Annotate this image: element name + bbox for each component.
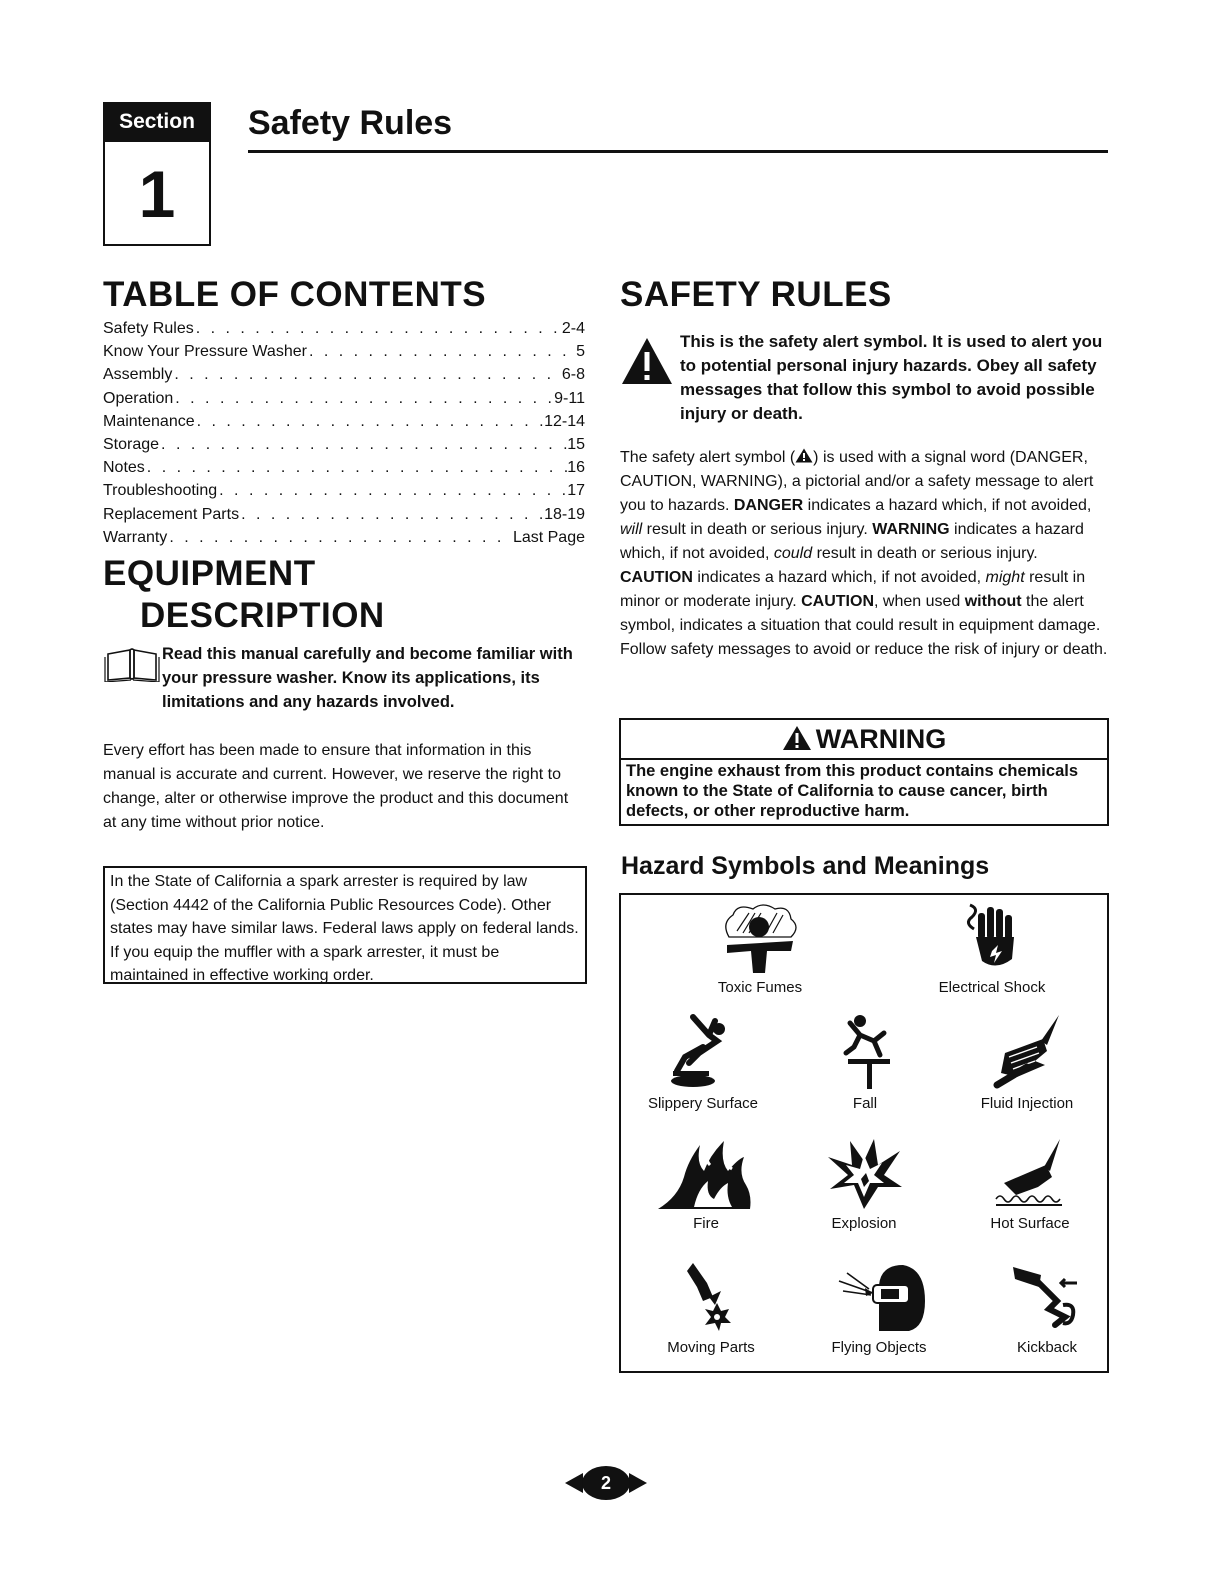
toc-leader [217,479,567,502]
warning-box-text: The engine exhaust from this product contains chemicals known to the State of California to cause cancer, birth defects, or other reproductive harm. [626,762,1079,820]
toc-item-title: Know Your Pressure Washer [103,343,307,361]
toc-item-title: Assembly [103,366,173,384]
toc-item-page: 6-8 [561,366,585,384]
hazard-label: Slippery Surface [647,1095,759,1112]
hazard-item [685,901,835,996]
toc-item-title: Troubleshooting [103,482,218,500]
text-segment: ) is used with a signal word (DANGER, CAUTION, WARNING), a pictorial and/or a safety message to alert you to hazards. [620,449,1094,514]
header-divider [248,150,1108,153]
toc-leader [167,526,513,549]
toc-row [103,363,585,386]
fall-icon [830,1013,900,1091]
text-segment: result in death or serious injury. [642,521,873,538]
hazard-label: Electrical Shock [938,979,1046,996]
warning-box-title: WARNING [815,724,947,754]
danger-word: DANGER [733,497,804,514]
text-segment: result in death or serious injury. [812,545,1038,562]
warning-alert-icon [782,725,812,751]
electrical-shock-icon [952,901,1032,975]
text-segment: indicates a hazard which, if not avoided, [803,497,1092,514]
hazard-label: Fall [852,1095,878,1112]
hazard-item [631,1137,781,1232]
toc-row [103,479,585,502]
kickback-icon [1007,1261,1087,1335]
toc-leader [172,363,562,386]
section-number: 1 [138,157,176,231]
equipment-heading-line1: EQUIPMENT [103,554,316,593]
safety-rules-heading: SAFETY RULES [620,275,892,314]
hazard-item [804,1261,954,1356]
toc-item-title: Replacement Parts [103,505,240,523]
inline-alert-icon [795,448,813,463]
text-segment: The safety alert symbol ( [620,449,796,466]
fluid-injection-icon [987,1013,1067,1091]
text-segment: indicates a hazard which, if not avoided, [692,569,986,586]
hazard-label: Fluid Injection [980,1095,1074,1112]
text-segment: result in minor or moderate injury. [620,569,1086,610]
safety-alert-explanation: This is the safety alert symbol. It is used to alert you to potential personal injury hazards. Obey all safety messages that follow this symbol to avoid possible injury or death. [680,332,1103,423]
toc-item-title: Maintenance [103,412,195,430]
toc-item-page: 18-19 [544,505,585,523]
toc-leader [159,433,567,456]
toc-item-page: 9-11 [554,389,585,407]
table-of-contents [103,317,585,549]
toc-leader [194,317,562,340]
toc-item-title: Safety Rules [103,320,194,337]
emphasis-without: without [964,593,1022,610]
slippery-surface-icon [663,1013,743,1091]
toc-item-title: Storage [103,435,160,453]
safety-alert-icon [620,336,674,386]
toc-leader [145,456,567,479]
moving-parts-icon [671,1261,751,1335]
toc-leader [307,340,576,363]
hazard-label: Moving Parts [667,1339,755,1356]
section-label: Section [105,104,209,142]
emphasis-will: will [620,521,643,538]
page-title: Safety Rules [248,104,453,142]
toc-row [103,456,585,479]
signal-word-paragraph [620,446,1110,662]
toc-row [103,317,585,340]
toc-item-page: 2-4 [561,320,585,337]
toc-item-page: 17 [567,482,585,500]
emphasis-might: might [985,569,1025,586]
page-number: 2 [600,1473,611,1493]
hazard-symbols-heading: Hazard Symbols and Meanings [621,852,990,880]
read-manual-notice: Read this manual carefully and become familiar with your pressure washer. Know its applications, its limitations and any hazards involved. [162,645,573,711]
toc-item-title: Operation [103,389,174,407]
explosion-icon [824,1137,904,1211]
toc-item-page: Last Page [512,528,585,546]
hot-surface-icon [990,1137,1070,1211]
text-segment: the alert symbol, indicates a situation that could result in equipment damage. Follow safety messages to avoid or reduce the risk of injury or death. [620,593,1108,658]
toc-row [103,433,585,456]
flying-objects-icon [829,1261,929,1335]
hazard-item [972,1261,1122,1356]
hazard-label: Toxic Fumes [717,979,803,996]
hazard-label: Hot Surface [990,1215,1070,1232]
caution-word: CAUTION [620,569,693,586]
equipment-heading-line2: DESCRIPTION [140,596,385,635]
toc-item-title: Notes [103,459,145,477]
toc-item-page: 16 [567,459,585,477]
toc-item-page: 12-14 [544,412,585,430]
equipment-description-text: Every effort has been made to ensure that information in this manual is accurate and current. However, we reserve the right to change, alter or otherwise improve the product and this document at any time without prior notice. [103,742,569,831]
hazard-item [790,1013,940,1112]
toc-item-page: 15 [567,435,585,453]
toc-heading: TABLE OF CONTENTS [103,275,487,314]
hazard-item [955,1137,1105,1232]
text-segment: indicates a hazard which, if not avoided, [620,521,1084,562]
fire-icon [654,1137,758,1211]
hazard-symbols-panel [619,893,1109,1373]
toc-item-page: 5 [576,343,585,361]
hazard-label: Flying Objects [831,1339,927,1356]
warning-word: WARNING [872,521,950,538]
toc-row [103,410,585,433]
hazard-label: Fire [693,1215,719,1232]
hazard-item [789,1137,939,1232]
hazard-item [917,901,1067,996]
hazard-item [952,1013,1102,1112]
warning-box [619,718,1109,826]
toc-row [103,503,585,526]
section-badge [103,102,211,246]
toc-leader [173,387,554,410]
warning-box-header [621,720,1107,760]
toc-leader [195,410,544,433]
toxic-fumes-icon [715,901,805,975]
hazard-label: Explosion [831,1215,897,1232]
emphasis-could: could [773,545,813,562]
california-spark-arrester-notice: In the State of California a spark arrester is required by law (Section 4442 of the California Public Resources Code). Other states may have similar laws. Federal laws apply on federal lands. If you equip the muffler with a spark arrester, it must be maintained in effective working order. [103,866,587,984]
toc-item-title: Warranty [103,528,168,546]
manual-book-icon [104,646,160,682]
hazard-item [628,1013,778,1112]
hazard-label: Kickback [1016,1339,1078,1356]
caution-word: CAUTION [801,593,874,610]
toc-row [103,526,585,549]
toc-row [103,340,585,363]
toc-leader [239,503,544,526]
toc-row [103,387,585,410]
text-segment: , when used [874,593,965,610]
hazard-item [636,1261,786,1356]
